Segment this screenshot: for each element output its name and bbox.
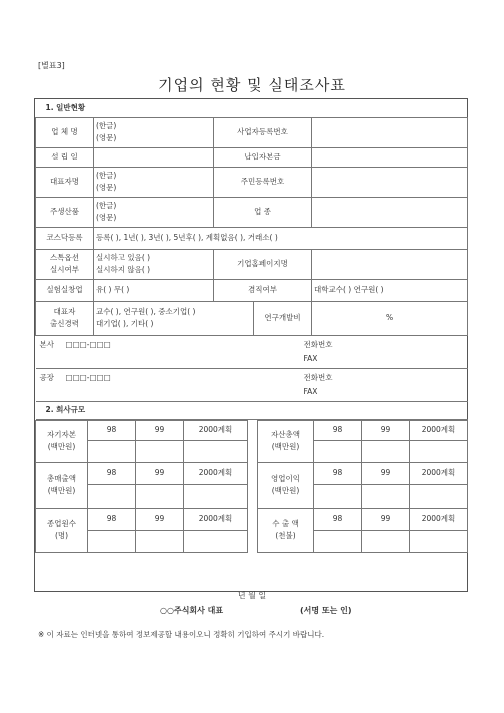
capital-field[interactable] [312, 147, 468, 167]
lab-options[interactable]: 유( ) 무( ) [94, 279, 214, 301]
year-2000-plan: 2000계획 [410, 508, 468, 530]
date-line[interactable]: 년 월 일 [237, 591, 267, 600]
employees-label: 종업원수 (명) [36, 508, 88, 552]
biz-reg-field[interactable] [312, 117, 468, 147]
assets-98-field[interactable] [314, 440, 362, 462]
profit-98-field[interactable] [314, 484, 362, 508]
doc-tag: [별표3] [38, 61, 65, 70]
year-99: 99 [136, 462, 184, 484]
resident-id-label: 주민등록번호 [214, 167, 312, 197]
sales-99-field[interactable] [136, 484, 184, 508]
rnd-label: 연구개발비 [254, 301, 312, 335]
established-label: 설 립 일 [36, 147, 94, 167]
general-table [35, 99, 468, 420]
footnote: ※ 이 자료는 인터넷을 통하여 정보제공할 내용이오니 정확히 기입하여 주시기 바랍니다. [38, 630, 325, 639]
rnd-field[interactable]: % [312, 301, 468, 335]
sales-label: 총매출액 (백만원) [36, 462, 88, 508]
capital-label: 납입자본금 [214, 147, 312, 167]
year-99: 99 [362, 462, 410, 484]
signature-company: ○○주식회사 대표 [160, 606, 224, 615]
factory-fax-label: FAX [303, 386, 318, 396]
sales-98-field[interactable] [88, 484, 136, 508]
profit-2000-field[interactable] [410, 484, 468, 508]
section-size: 2. 회사규모 [36, 401, 468, 419]
factory-postal-boxes[interactable]: □□□-□□□ [65, 372, 111, 382]
factory-row [36, 368, 468, 401]
stock-option-label: 스톡옵션 실시여부 [36, 249, 94, 279]
resident-id-field[interactable] [312, 167, 468, 197]
concurrent-options[interactable]: 대학교수( ) 연구원( ) [312, 279, 468, 301]
signature-seal-label[interactable]: (서명 또는 인) [300, 606, 352, 615]
hq-fax-label: FAX [303, 353, 318, 363]
form-frame [34, 98, 468, 592]
ceo-field[interactable]: (한글) (영문) [94, 167, 214, 197]
hq-row [36, 335, 468, 368]
industry-label: 업 종 [214, 197, 312, 227]
year-99: 99 [136, 420, 184, 440]
exports-2000-field[interactable] [410, 530, 468, 552]
established-field[interactable] [94, 147, 214, 167]
page-title: 기업의 현황 및 실태조사표 [158, 76, 346, 94]
ceo-background-label: 대표자 출신경력 [36, 301, 94, 335]
profit-99-field[interactable] [362, 484, 410, 508]
lab-label: 실험실창업 [36, 279, 94, 301]
biz-reg-label: 사업자등록번호 [214, 117, 312, 147]
exports-label: 수 출 액 (천불) [258, 508, 314, 552]
year-98: 98 [314, 462, 362, 484]
assets-2000-field[interactable] [410, 440, 468, 462]
employees-2000-field[interactable] [184, 530, 248, 552]
year-2000-plan: 2000계획 [184, 462, 248, 484]
concurrent-label: 겸직여부 [214, 279, 312, 301]
year-2000-plan: 2000계획 [410, 420, 468, 440]
year-98: 98 [314, 420, 362, 440]
op-profit-label: 영업이익 (백만원) [258, 462, 314, 508]
hq-label: 본사 [39, 339, 54, 349]
equity-2000-field[interactable] [184, 440, 248, 462]
year-99: 99 [362, 420, 410, 440]
section-general: 1. 일반현황 [36, 99, 468, 117]
factory-label: 공장 [39, 372, 54, 382]
employees-98-field[interactable] [88, 530, 136, 552]
ceo-background-options[interactable]: 교수( ), 연구원( ), 중소기업( ) 대기업( ), 기타( ) [94, 301, 254, 335]
year-2000-plan: 2000계획 [184, 508, 248, 530]
year-98: 98 [314, 508, 362, 530]
stock-option-field[interactable]: 실시하고 있음( ) 실시하지 않음( ) [94, 249, 214, 279]
year-98: 98 [88, 462, 136, 484]
sales-2000-field[interactable] [184, 484, 248, 508]
product-field[interactable]: (한글) (영문) [94, 197, 214, 227]
kosdaq-options[interactable]: 등록( ), 1년( ), 3년( ), 5년후( ), 계획없음( ), 거래소( ) [94, 227, 468, 249]
equity-99-field[interactable] [136, 440, 184, 462]
year-98: 98 [88, 420, 136, 440]
company-name-field[interactable]: (한글) (영문) [94, 117, 214, 147]
hq-tel-label: 전화번호 [303, 339, 333, 349]
kosdaq-label: 코스닥등록 [36, 227, 94, 249]
year-99: 99 [362, 508, 410, 530]
company-label: 업 체 명 [36, 117, 94, 147]
industry-field[interactable] [312, 197, 468, 227]
factory-tel-label: 전화번호 [303, 372, 333, 382]
year-2000-plan: 2000계획 [184, 420, 248, 440]
equity-98-field[interactable] [88, 440, 136, 462]
size-table [35, 420, 468, 553]
exports-98-field[interactable] [314, 530, 362, 552]
homepage-field[interactable] [312, 249, 468, 279]
employees-99-field[interactable] [136, 530, 184, 552]
exports-99-field[interactable] [362, 530, 410, 552]
assets-99-field[interactable] [362, 440, 410, 462]
year-98: 98 [88, 508, 136, 530]
year-2000-plan: 2000계획 [410, 462, 468, 484]
assets-label: 자산총액 (백만원) [258, 420, 314, 462]
ceo-label: 대표자명 [36, 167, 94, 197]
year-99: 99 [136, 508, 184, 530]
product-label: 주생산품 [36, 197, 94, 227]
hq-postal-boxes[interactable]: □□□-□□□ [65, 339, 111, 349]
equity-label: 자기자본 (백만원) [36, 420, 88, 462]
homepage-label: 기업홈페이지명 [214, 249, 312, 279]
